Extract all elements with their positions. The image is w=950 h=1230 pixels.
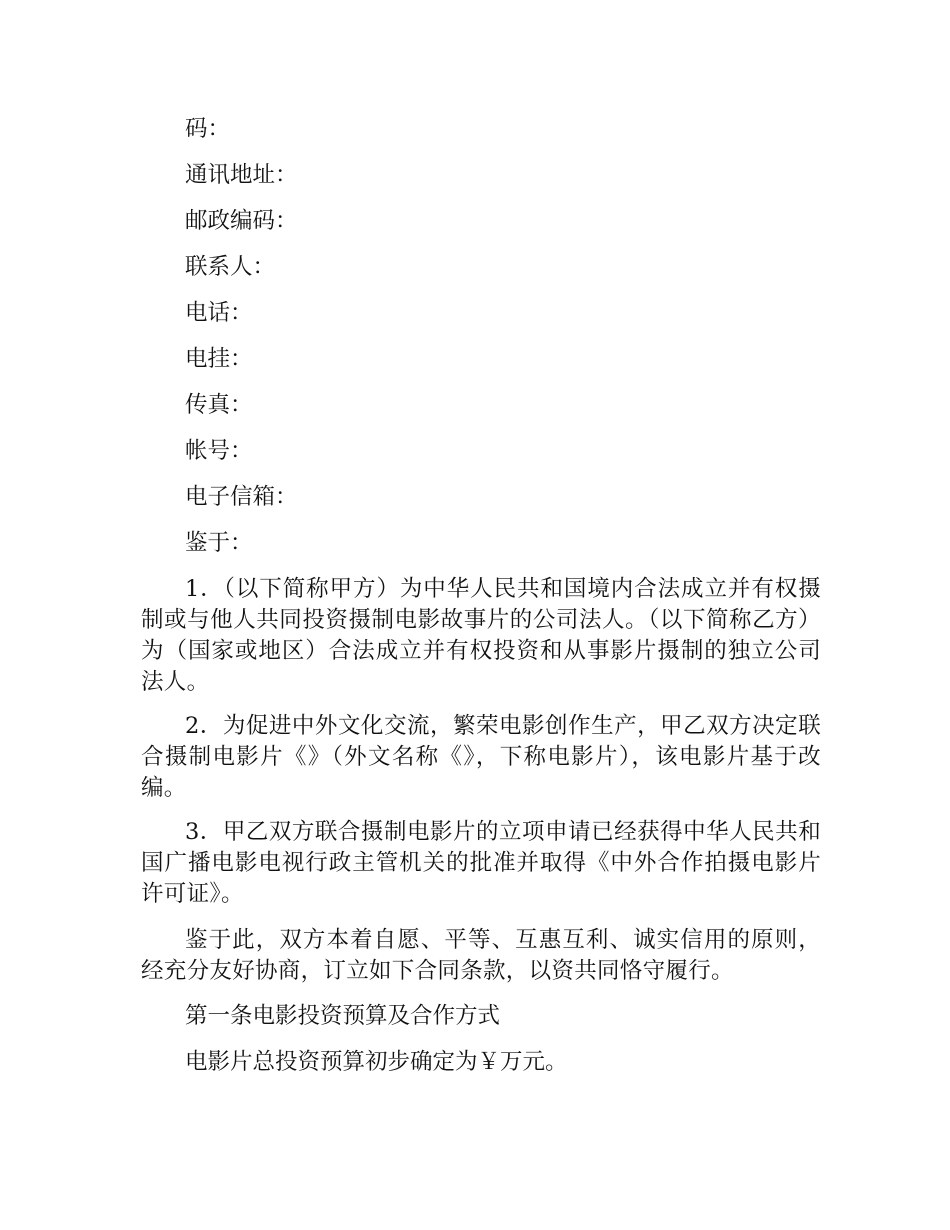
field-fax: 传真： <box>185 392 253 418</box>
field-phone: 电话： <box>185 300 253 326</box>
field-postal-code: 邮政编码： <box>185 208 298 234</box>
budget-text: 电影片总投资预算初步确定为￥万元。 <box>185 1049 568 1075</box>
field-code: 码： <box>185 116 231 142</box>
recital-3: 3．甲乙双方联合摄制电影片的立项申请已经获得中华人民共和国广播电影电视行政主管机关的批准并取得《中外合作拍摄电影片许可证》。 <box>141 819 821 907</box>
field-cable: 电挂： <box>185 346 253 372</box>
field-account: 帐号： <box>185 438 253 464</box>
whereas-heading: 鉴于： <box>185 530 253 556</box>
field-email: 电子信箱： <box>185 484 298 510</box>
recital-conclusion: 鉴于此，双方本着自愿、平等、互惠互利、诚实信用的原则，经充分友好协商，订立如下合同条款，以资共同恪守履行。 <box>141 927 821 984</box>
field-address: 通讯地址： <box>185 162 298 188</box>
field-contact: 联系人： <box>185 254 276 280</box>
recital-2: 2．为促进中外文化交流，繁荣电影创作生产，甲乙双方决定联合摄制电影片《》（外文名称《》，下称电影片），该电影片基于改编。 <box>141 713 821 801</box>
article-1-title: 第一条电影投资预算及合作方式 <box>185 1003 501 1029</box>
recital-1: 1．（以下简称甲方）为中华人民共和国境内合法成立并有权摄制或与他人共同投资摄制电影故事片的公司法人。（以下简称乙方）为（国家或地区）合法成立并有权投资和从事影片摄制的独立公司法人。 <box>141 576 821 695</box>
